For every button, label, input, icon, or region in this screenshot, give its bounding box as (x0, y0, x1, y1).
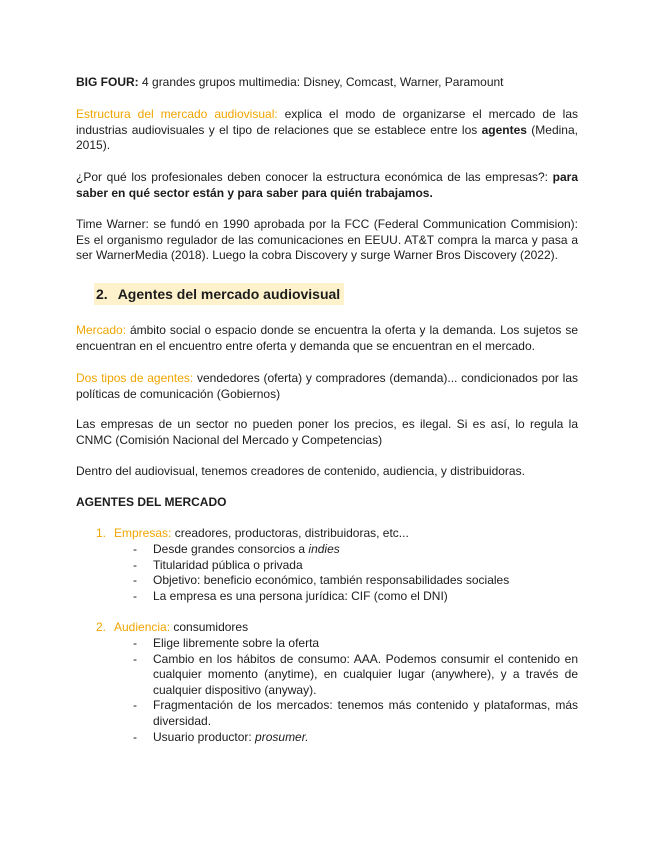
dos-tipos-text: vendedores (oferta) y compradores (demanda)... condicionados por las políticas de comunicación (Gobiernos) (76, 371, 578, 401)
list-item-audiencia (96, 620, 248, 636)
dos-tipos-label: Dos tipos de agentes: (76, 371, 194, 385)
list-item (133, 573, 578, 589)
dash-bullet: - (133, 557, 137, 572)
dash-bullet: - (133, 542, 137, 556)
mercado-label: Mercado: (76, 323, 127, 337)
empresas-precios-paragraph: Las empresas de un sector no pueden poner los precios, es ilegal. Si es así, lo regula la CNMC (Comisión Nacional del Mercado y Competencias) (76, 417, 578, 447)
empresas-text: creadores, productoras, distribuidoras, etc... (171, 526, 409, 540)
empresas-bullets (133, 542, 578, 604)
audiencia-bullets (133, 636, 578, 745)
big-four-text: 4 grandes grupos multimedia: Disney, Comcast, Warner, Paramount (138, 75, 504, 89)
dash-bullet: - (133, 729, 137, 744)
bullet-text: La empresa es una persona jurídica: CIF (como el DNI) (153, 588, 448, 603)
list-item (133, 542, 578, 558)
big-four-label: BIG FOUR: (76, 75, 139, 89)
pregunta-paragraph (76, 170, 578, 201)
big-four-paragraph (76, 75, 578, 91)
audiencia-text: consumidores (170, 620, 249, 634)
list-number-1: 1. (96, 526, 107, 540)
estructura-label: Estructura del mercado audiovisual: (76, 107, 278, 121)
audiencia-label: Audiencia: (114, 620, 171, 634)
dash-bullet: - (133, 573, 137, 588)
mercado-paragraph (76, 323, 578, 354)
empresas-label: Empresas: (114, 526, 172, 540)
list-number-2: 2. (96, 620, 107, 634)
estructura-text-1: explica el modo de organizarse el mercado de las industrias audiovisuales y el tipo de relaciones que se establece entre los (76, 107, 578, 137)
mercado-text: ámbito social o espacio donde se encuentra la oferta y la demanda. Los sujetos se encuentran en el encuentro entre oferta y demanda que se encuentran en el mercado. (76, 323, 578, 353)
estructura-paragraph (76, 107, 578, 154)
bullet-text: Desde grandes consorcios a (153, 542, 309, 556)
bullet-text: Cambio en los hábitos de consumo: AAA. Podemos consumir el contenido en cualquier momento (anytime), en cualquier lugar (anywhere), y a través de cualquier dispositivo (anyway). (153, 651, 578, 697)
dash-bullet: - (133, 588, 137, 603)
dentro-paragraph: Dentro del audiovisual, tenemos creadores de contenido, audiencia, y distribuidoras. (76, 464, 525, 478)
dash-bullet: - (133, 651, 137, 666)
list-item (133, 652, 578, 699)
section-heading (94, 283, 344, 305)
list-item (133, 636, 578, 652)
list-item (133, 698, 578, 729)
list-item (133, 730, 578, 746)
agentes-title: AGENTES DEL MERCADO (76, 495, 227, 509)
list-item (133, 589, 578, 605)
estructura-text-2: (Medina, 2015). (76, 122, 578, 153)
pregunta-bold: para saber en qué sector están y para saber para quién trabajamos. (76, 170, 578, 200)
list-item-empresas (96, 526, 409, 542)
bullet-text: Usuario productor: (153, 729, 256, 744)
time-warner-paragraph: Time Warner: se fundó en 1990 aprobada por la FCC (Federal Communication Commision): Es el organismo regulador de las comunicaciones en EEUU. AT&T compra la marca y pasa a ser WarnerMedia (2018). Luego la cobra Discovery y surge Warner Bros Discovery (2022). (76, 217, 578, 263)
dash-bullet: - (133, 636, 137, 650)
section-title: Agentes del mercado audiovisual (117, 286, 341, 302)
dash-bullet: - (133, 698, 137, 713)
dos-tipos-paragraph (76, 371, 578, 402)
estructura-bold: agentes (481, 122, 527, 137)
bullet-italic: indies (308, 542, 340, 556)
section-number: 2. (96, 286, 108, 302)
bullet-text: Titularidad pública o privada (153, 557, 303, 572)
pregunta-text: ¿Por qué los profesionales deben conocer la estructura económica de las empresas?: (76, 170, 553, 184)
bullet-text: Elige libremente sobre la oferta (153, 636, 320, 650)
bullet-italic: prosumer. (255, 729, 309, 744)
list-item (133, 558, 578, 574)
bullet-text: Objetivo: beneficio económico, también responsabilidades sociales (153, 573, 510, 588)
bullet-text: Fragmentación de los mercados: tenemos más contenido y plataformas, más diversidad. (153, 698, 578, 728)
